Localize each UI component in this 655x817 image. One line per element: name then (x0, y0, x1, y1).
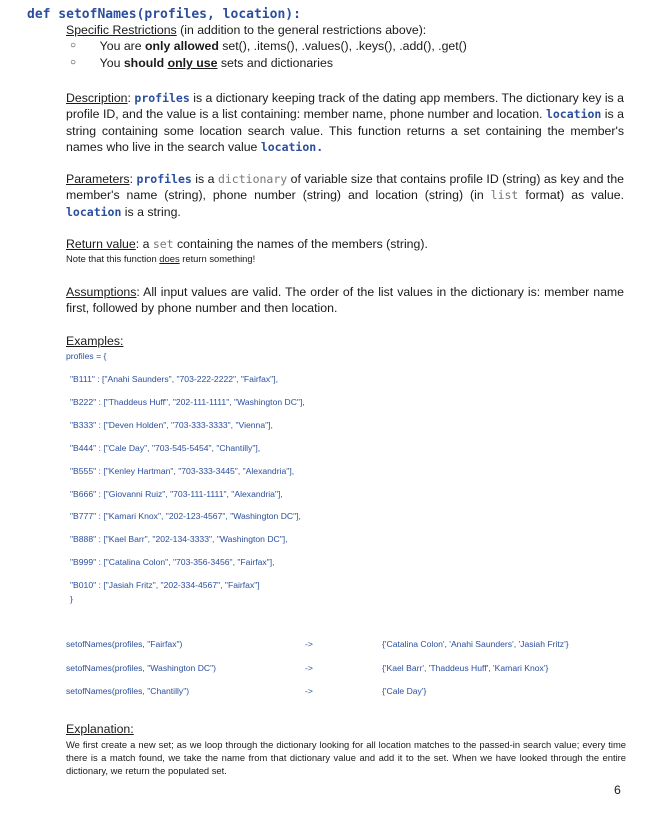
examples-close: } (70, 594, 73, 604)
page-number: 6 (614, 783, 621, 797)
example-call: setofNames(profiles, "Washington DC") (66, 662, 217, 673)
restrictions-section (66, 22, 624, 71)
function-signature: def setofNames(profiles, location): (27, 7, 301, 22)
example-result: {'Cale Day'} (382, 686, 427, 696)
example-result: {'Kael Barr', 'Thaddeus Huff', 'Kamari Knox'} (382, 662, 549, 673)
example-entry: "B777" : ["Kamari Knox", "202-123-4567", "Washington DC"], (70, 511, 301, 522)
example-entry: "B666" : ["Giovanni Ruiz", "703-111-1111", "Alexandria"], (70, 488, 283, 499)
example-entry: "B555" : ["Kenley Hartman", "703-333-3445", "Alexandria"], (70, 465, 295, 476)
parameters-paragraph: Parameters: profiles is a dictionary of variable size that contains profile ID (string) as key and the member's name (string), phone number (string) and location (string) (in list format) as value. location is a string. (66, 172, 624, 219)
example-entry: "B111" : ["Anahi Saunders", "703-222-2222", "Fairfax"], (70, 374, 279, 384)
assumptions-paragraph: Assumptions: All input values are valid. The order of the list values in the dictionary is: member name first, followed by phone number and then location. (66, 285, 624, 316)
example-entry: "B999" : ["Catalina Colon", "703-356-3456", "Fairfax"], (70, 557, 275, 568)
return-value-paragraph: Return value: a set containing the names of the members (string). Note that this function does return something! (66, 236, 624, 265)
example-entry: "B222" : ["Thaddeus Huff", "202-111-1111", "Washington DC"], (70, 396, 305, 407)
example-entry: "B444" : ["Cale Day", "703-545-5454", "Chantilly"], (70, 442, 261, 453)
explanation-text: We first create a new set; as we loop through the dictionary looking for all location matches to the passed-in search value; every time there is a match found, we take the name from that dictionary value and add it to the set. When we have looked through the entire dictionary, we return the populated set. (66, 739, 626, 776)
restrictions-heading-suffix: (in addition to the general restrictions above): (176, 23, 427, 37)
arrow-icon: -> (305, 639, 313, 649)
example-entry: "B888" : ["Kael Barr", "202-134-3333", "Washington DC"], (70, 534, 288, 545)
description-paragraph: Description: profiles is a dictionary keeping track of the dating app members. The dictionary key is a profile ID, and the value is a list containing: member name, phone number and location. location is a string containing some location search value. This function returns a set containing the member's names who live in the search value location. (66, 91, 624, 155)
example-result: {'Catalina Colon', 'Anahi Saunders', 'Jasiah Fritz'} (382, 639, 569, 649)
restrictions-heading: Specific Restrictions (66, 23, 177, 37)
restriction-bullet-1: ○ You are only allowed set(), .items(), .values(), .keys(), .add(), .get() (70, 39, 467, 54)
example-entry: "B333" : ["Deven Holden", "703-333-3333", "Vienna"], (70, 419, 273, 430)
example-call: setofNames(profiles, "Fairfax") (66, 639, 183, 649)
examples-heading: Examples: (66, 334, 124, 348)
arrow-icon: -> (305, 662, 313, 673)
arrow-icon: -> (305, 686, 313, 696)
restriction-bullet-2: ○ You should only use sets and dictionaries (70, 55, 333, 70)
examples-open: profiles = { (66, 351, 107, 361)
example-entry: "B010" : ["Jasiah Fritz", "202-334-4567", "Fairfax"] (70, 580, 260, 591)
return-note: Note that this function does return something! (66, 253, 256, 265)
explanation-heading: Explanation: (66, 722, 134, 736)
example-call: setofNames(profiles, "Chantilly") (66, 686, 190, 696)
